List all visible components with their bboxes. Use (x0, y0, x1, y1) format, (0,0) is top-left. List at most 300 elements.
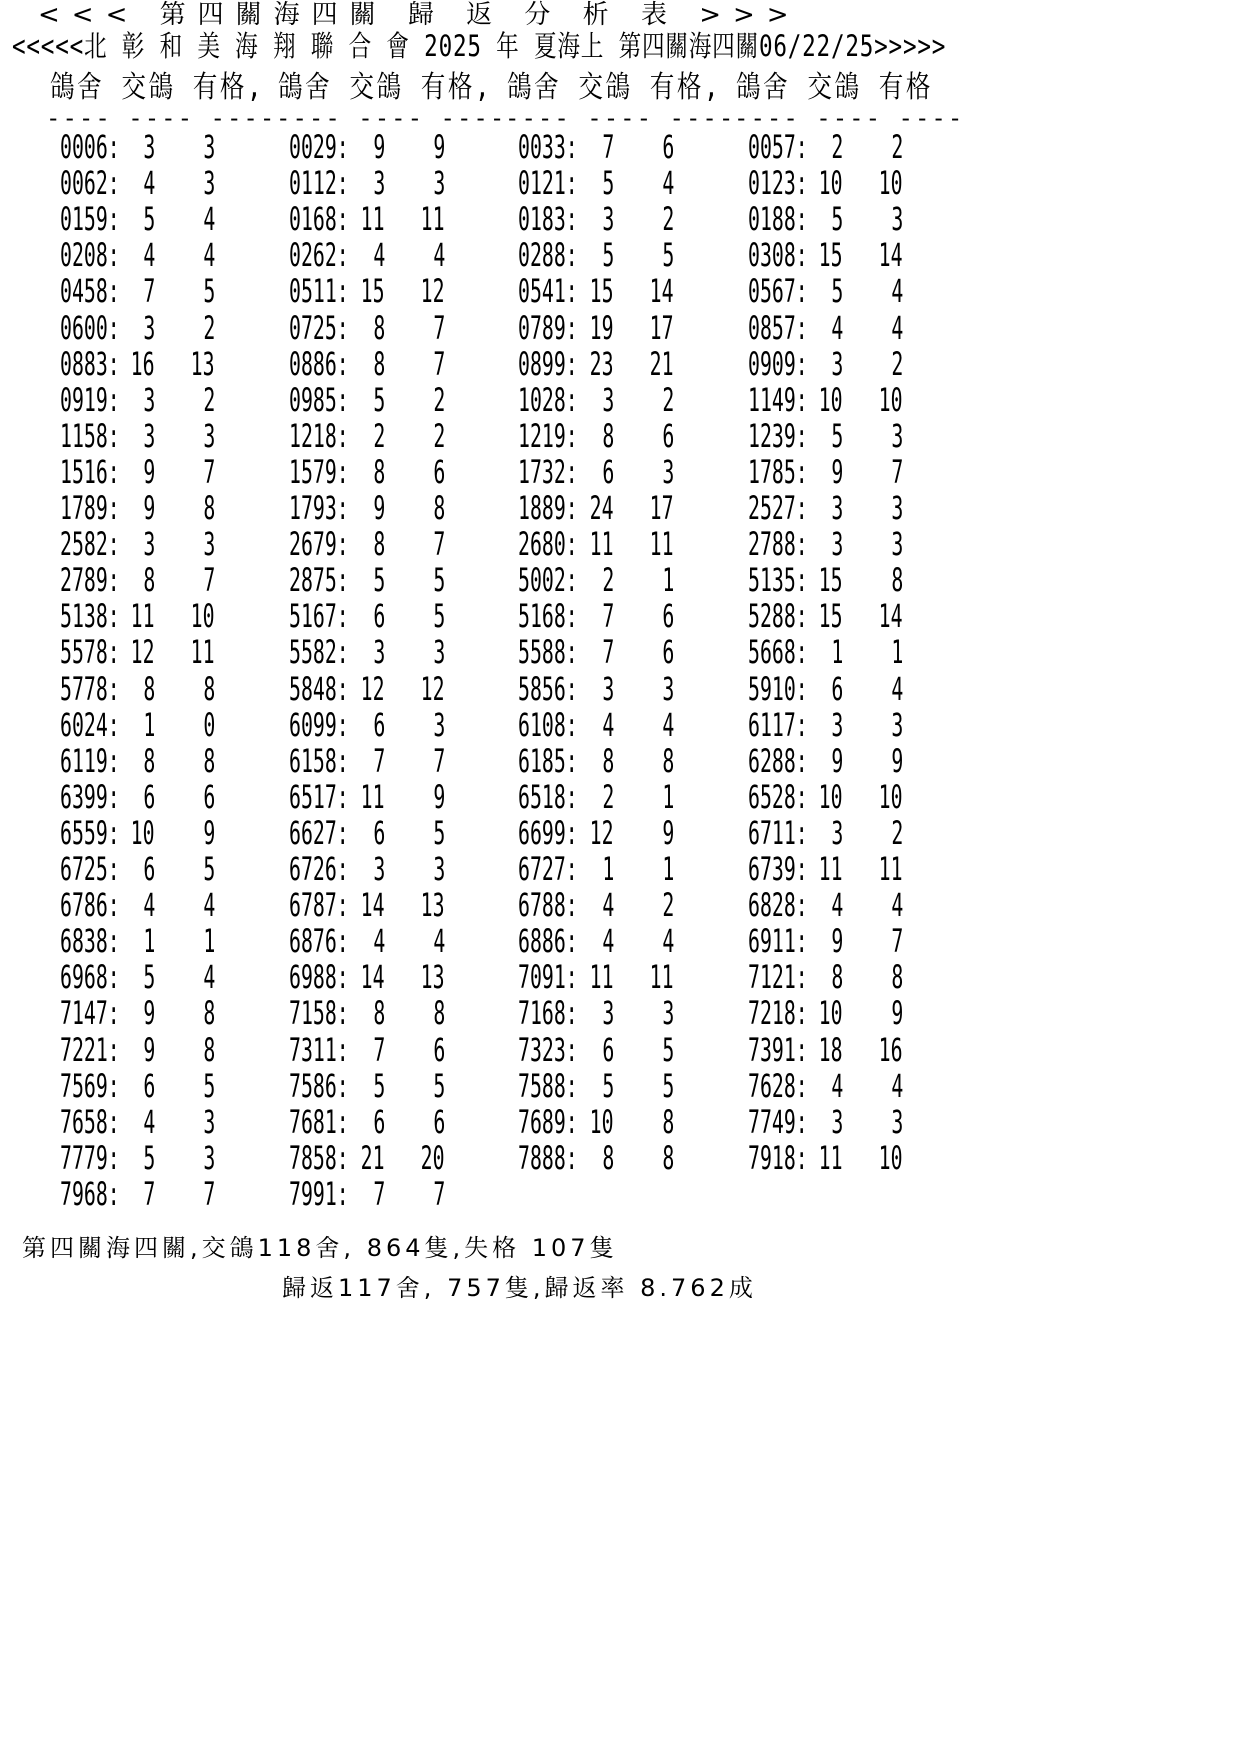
loft-number: 6117: (748, 705, 808, 744)
loft-number: 2789: (60, 561, 120, 600)
loft-number: 5168: (518, 597, 578, 636)
birds-returned: 7 (203, 561, 215, 600)
birds-returned: 3 (433, 705, 445, 744)
loft-number: 6711: (748, 813, 808, 852)
birds-returned: 7 (433, 308, 445, 347)
birds-sent: 3 (143, 308, 155, 347)
birds-returned: 6 (662, 128, 674, 166)
table-row (0, 272, 1241, 312)
loft-number: 0789: (518, 308, 578, 347)
loft-number: 2679: (289, 525, 349, 564)
loft-number: 6968: (60, 958, 120, 997)
birds-returned: 5 (203, 1066, 215, 1105)
table-row (0, 706, 1241, 746)
birds-sent: 7 (373, 741, 385, 780)
birds-returned: 3 (662, 452, 674, 491)
birds-returned: 8 (662, 1102, 674, 1141)
loft-number: 7991: (289, 1174, 349, 1213)
birds-sent: 11 (819, 850, 843, 888)
birds-returned: 2 (891, 813, 903, 852)
loft-number: 0567: (748, 272, 808, 311)
loft-number: 5138: (60, 597, 120, 636)
birds-returned: 5 (433, 561, 445, 600)
birds-returned: 4 (891, 1066, 903, 1105)
loft-number: 5910: (748, 669, 808, 708)
birds-returned: 8 (203, 669, 215, 708)
birds-returned: 4 (203, 958, 215, 997)
birds-sent: 8 (373, 994, 385, 1033)
birds-returned: 4 (662, 164, 674, 203)
loft-number: 0458: (60, 272, 120, 311)
birds-sent: 8 (373, 308, 385, 347)
birds-sent: 4 (602, 886, 614, 925)
birds-sent: 15 (361, 272, 385, 311)
birds-sent: 3 (831, 489, 843, 527)
loft-number: 0909: (748, 344, 808, 383)
birds-returned: 13 (191, 344, 215, 383)
birds-sent: 8 (602, 1138, 614, 1177)
birds-sent: 15 (819, 597, 843, 636)
loft-number: 6788: (518, 886, 578, 925)
birds-returned: 5 (433, 1066, 445, 1105)
birds-sent: 4 (602, 705, 614, 744)
birds-sent: 8 (373, 344, 385, 383)
birds-sent: 1 (831, 633, 843, 672)
birds-returned: 2 (203, 308, 215, 347)
table-row (0, 236, 1241, 276)
birds-returned: 4 (891, 886, 903, 925)
birds-returned: 4 (891, 669, 903, 708)
birds-sent: 9 (373, 489, 385, 527)
birds-returned: 10 (879, 777, 903, 816)
birds-returned: 13 (421, 886, 445, 925)
birds-returned: 20 (421, 1138, 445, 1177)
birds-returned: 3 (891, 416, 903, 455)
birds-sent: 7 (602, 633, 614, 672)
race-subtitle: <<<<<北 彰 和 美 海 翔 聯 合 會 2025 年 夏海上 第四關海四關06/22/25>>>>> (12, 29, 947, 63)
loft-number: 0168: (289, 200, 349, 239)
birds-returned: 12 (421, 669, 445, 708)
birds-sent: 5 (143, 200, 155, 239)
birds-sent: 24 (590, 489, 614, 527)
table-row (0, 886, 1241, 926)
birds-returned: 8 (662, 741, 674, 780)
loft-number: 6699: (518, 813, 578, 852)
loft-number: 7569: (60, 1066, 120, 1105)
birds-returned: 5 (203, 850, 215, 888)
birds-returned: 6 (433, 1102, 445, 1141)
loft-number: 0121: (518, 164, 578, 203)
birds-sent: 5 (831, 272, 843, 311)
loft-number: 7749: (748, 1102, 808, 1141)
birds-sent: 8 (143, 561, 155, 600)
birds-returned: 17 (650, 489, 674, 527)
loft-number: 6876: (289, 922, 349, 961)
birds-returned: 1 (891, 633, 903, 672)
birds-sent: 1 (143, 705, 155, 744)
birds-sent: 2 (373, 416, 385, 455)
birds-returned: 8 (433, 994, 445, 1033)
birds-returned: 5 (662, 1030, 674, 1069)
loft-number: 7311: (289, 1030, 349, 1069)
birds-sent: 10 (819, 994, 843, 1033)
loft-number: 0725: (289, 308, 349, 347)
birds-sent: 12 (131, 633, 155, 672)
birds-sent: 7 (602, 597, 614, 636)
loft-number: 6518: (518, 777, 578, 816)
birds-sent: 9 (373, 128, 385, 166)
loft-number: 6886: (518, 922, 578, 961)
loft-number: 7218: (748, 994, 808, 1033)
loft-number: 5288: (748, 597, 808, 636)
birds-sent: 10 (819, 777, 843, 816)
birds-returned: 9 (433, 128, 445, 166)
birds-returned: 6 (433, 1030, 445, 1069)
birds-sent: 21 (361, 1138, 385, 1177)
birds-returned: 11 (191, 633, 215, 672)
birds-sent: 4 (143, 886, 155, 925)
birds-sent: 4 (602, 922, 614, 961)
birds-returned: 5 (433, 813, 445, 852)
loft-number: 0262: (289, 236, 349, 275)
birds-sent: 9 (831, 741, 843, 780)
table-row (0, 1067, 1241, 1107)
loft-number: 0857: (748, 308, 808, 347)
birds-returned: 8 (203, 994, 215, 1033)
loft-number: 7323: (518, 1030, 578, 1069)
birds-sent: 15 (819, 561, 843, 600)
birds-returned: 21 (650, 344, 674, 383)
loft-number: 0006: (60, 128, 120, 166)
column-header: 鴿舍 交鴿 有格, (50, 70, 265, 105)
birds-returned: 3 (203, 1138, 215, 1177)
birds-returned: 10 (191, 597, 215, 636)
birds-sent: 8 (373, 452, 385, 491)
birds-returned: 3 (203, 1102, 215, 1141)
birds-sent: 6 (602, 1030, 614, 1069)
loft-number: 6517: (289, 777, 349, 816)
birds-returned: 9 (891, 741, 903, 780)
loft-number: 7658: (60, 1102, 120, 1141)
birds-returned: 4 (891, 308, 903, 347)
birds-returned: 4 (203, 236, 215, 275)
birds-sent: 6 (831, 669, 843, 708)
loft-number: 7858: (289, 1138, 349, 1177)
loft-number: 1149: (748, 380, 808, 419)
birds-sent: 7 (602, 128, 614, 166)
birds-returned: 3 (433, 164, 445, 203)
birds-returned: 12 (421, 272, 445, 311)
table-row (0, 489, 1241, 529)
birds-returned: 14 (879, 236, 903, 275)
birds-returned: 2 (891, 344, 903, 383)
birds-returned: 2 (203, 380, 215, 419)
birds-sent: 6 (373, 597, 385, 636)
birds-sent: 5 (373, 380, 385, 419)
birds-sent: 3 (373, 850, 385, 888)
birds-sent: 15 (819, 236, 843, 275)
birds-returned: 10 (879, 380, 903, 419)
birds-returned: 4 (203, 200, 215, 239)
loft-number: 1579: (289, 452, 349, 491)
birds-returned: 3 (203, 128, 215, 166)
birds-returned: 2 (433, 416, 445, 455)
loft-number: 6399: (60, 777, 120, 816)
table-row (0, 778, 1241, 818)
birds-returned: 7 (433, 525, 445, 564)
birds-sent: 6 (373, 813, 385, 852)
birds-sent: 14 (361, 958, 385, 997)
column-header: 鴿舍 交鴿 有格, (278, 70, 493, 105)
loft-number: 5167: (289, 597, 349, 636)
loft-number: 1793: (289, 489, 349, 527)
loft-number: 0886: (289, 344, 349, 383)
birds-returned: 4 (203, 886, 215, 925)
birds-sent: 23 (590, 344, 614, 383)
birds-sent: 3 (143, 128, 155, 166)
birds-sent: 2 (831, 128, 843, 166)
birds-returned: 2 (433, 380, 445, 419)
birds-returned: 7 (203, 452, 215, 491)
birds-returned: 11 (421, 200, 445, 239)
birds-returned: 1 (203, 922, 215, 961)
birds-sent: 12 (361, 669, 385, 708)
table-row (0, 742, 1241, 782)
birds-sent: 16 (131, 344, 155, 383)
birds-returned: 7 (891, 452, 903, 491)
loft-number: 1516: (60, 452, 120, 491)
birds-sent: 6 (143, 777, 155, 816)
birds-returned: 3 (203, 416, 215, 455)
birds-sent: 3 (602, 380, 614, 419)
loft-number: 0062: (60, 164, 120, 203)
birds-sent: 5 (143, 958, 155, 997)
birds-sent: 3 (602, 669, 614, 708)
loft-number: 0208: (60, 236, 120, 275)
birds-returned: 7 (891, 922, 903, 961)
birds-sent: 9 (143, 1030, 155, 1069)
loft-number: 6119: (60, 741, 120, 780)
table-row (0, 200, 1241, 240)
birds-sent: 4 (143, 1102, 155, 1141)
birds-returned: 3 (891, 1102, 903, 1141)
loft-number: 0919: (60, 380, 120, 419)
birds-sent: 5 (602, 1066, 614, 1105)
loft-number: 6726: (289, 850, 349, 888)
table-row (0, 1139, 1241, 1179)
loft-number: 6627: (289, 813, 349, 852)
loft-number: 0057: (748, 128, 808, 166)
loft-number: 6288: (748, 741, 808, 780)
birds-returned: 2 (662, 886, 674, 925)
birds-returned: 3 (433, 633, 445, 672)
birds-returned: 8 (891, 561, 903, 600)
birds-returned: 8 (662, 1138, 674, 1177)
table-row (0, 670, 1241, 710)
birds-sent: 3 (831, 344, 843, 383)
loft-number: 6838: (60, 922, 120, 961)
loft-number: 6528: (748, 777, 808, 816)
loft-number: 6828: (748, 886, 808, 925)
birds-sent: 5 (831, 416, 843, 455)
birds-returned: 10 (879, 1138, 903, 1177)
birds-returned: 10 (879, 164, 903, 203)
loft-number: 7121: (748, 958, 808, 997)
loft-number: 7588: (518, 1066, 578, 1105)
birds-sent: 7 (373, 1030, 385, 1069)
birds-sent: 6 (602, 452, 614, 491)
birds-sent: 1 (143, 922, 155, 961)
birds-sent: 10 (819, 380, 843, 419)
birds-sent: 9 (831, 922, 843, 961)
birds-sent: 9 (143, 994, 155, 1033)
birds-sent: 8 (143, 669, 155, 708)
loft-number: 0123: (748, 164, 808, 203)
birds-returned: 7 (433, 1174, 445, 1213)
column-divider: ---- ---- ---- (276, 104, 507, 132)
birds-sent: 11 (590, 525, 614, 564)
loft-number: 6108: (518, 705, 578, 744)
birds-returned: 14 (650, 272, 674, 311)
table-row (0, 1175, 1241, 1215)
birds-sent: 4 (831, 1066, 843, 1105)
loft-number: 7628: (748, 1066, 808, 1105)
loft-number: 7586: (289, 1066, 349, 1105)
birds-returned: 6 (662, 597, 674, 636)
loft-number: 5578: (60, 633, 120, 672)
loft-number: 7918: (748, 1138, 808, 1177)
column-header: 鴿舍 交鴿 有格, (507, 70, 722, 105)
loft-number: 5778: (60, 669, 120, 708)
birds-sent: 6 (143, 1066, 155, 1105)
loft-number: 6988: (289, 958, 349, 997)
loft-number: 0985: (289, 380, 349, 419)
loft-number: 1239: (748, 416, 808, 455)
loft-number: 1732: (518, 452, 578, 491)
loft-number: 6158: (289, 741, 349, 780)
summary-totals: 第四關海四關,交鴿118舍, 864隻,失格 107隻 (22, 1234, 618, 1262)
birds-returned: 17 (650, 308, 674, 347)
birds-returned: 3 (891, 489, 903, 527)
birds-returned: 6 (662, 416, 674, 455)
loft-number: 7091: (518, 958, 578, 997)
column-header: 鴿舍 交鴿 有格 (736, 70, 933, 105)
birds-sent: 5 (602, 236, 614, 275)
birds-returned: 7 (203, 1174, 215, 1213)
birds-returned: 3 (433, 850, 445, 888)
loft-number: 2582: (60, 525, 120, 564)
birds-sent: 6 (373, 1102, 385, 1141)
loft-number: 7158: (289, 994, 349, 1033)
birds-returned: 4 (433, 922, 445, 961)
birds-returned: 2 (662, 380, 674, 419)
column-divider: ---- ---- ---- (505, 104, 736, 132)
birds-sent: 3 (831, 525, 843, 564)
birds-returned: 2 (891, 128, 903, 166)
birds-returned: 5 (203, 272, 215, 311)
birds-sent: 9 (143, 452, 155, 491)
table-row (0, 417, 1241, 457)
loft-number: 0029: (289, 128, 349, 166)
birds-returned: 7 (433, 741, 445, 780)
birds-sent: 11 (590, 958, 614, 997)
birds-returned: 9 (433, 777, 445, 816)
loft-number: 0183: (518, 200, 578, 239)
birds-sent: 3 (143, 416, 155, 455)
birds-returned: 1 (662, 561, 674, 600)
loft-number: 1158: (60, 416, 120, 455)
loft-number: 1028: (518, 380, 578, 419)
loft-number: 1889: (518, 489, 578, 527)
loft-number: 7221: (60, 1030, 120, 1069)
table-row (0, 814, 1241, 854)
loft-number: 6185: (518, 741, 578, 780)
birds-sent: 10 (819, 164, 843, 203)
loft-number: 0033: (518, 128, 578, 166)
loft-number: 7147: (60, 994, 120, 1033)
birds-returned: 5 (662, 1066, 674, 1105)
loft-number: 5002: (518, 561, 578, 600)
birds-sent: 9 (831, 452, 843, 491)
loft-number: 6911: (748, 922, 808, 961)
loft-number: 0288: (518, 236, 578, 275)
birds-returned: 11 (650, 525, 674, 564)
loft-number: 5856: (518, 669, 578, 708)
table-row (0, 561, 1241, 601)
birds-sent: 7 (373, 1174, 385, 1213)
birds-sent: 12 (590, 813, 614, 852)
birds-sent: 4 (143, 236, 155, 275)
page-title: <<< 第四關海四關 歸 返 分 析 表 >>> (38, 0, 801, 30)
loft-number: 1219: (518, 416, 578, 455)
loft-number: 5135: (748, 561, 808, 600)
birds-sent: 8 (831, 958, 843, 997)
table-row (0, 994, 1241, 1034)
column-divider: ---- ---- ---- (46, 104, 277, 132)
table-row (0, 525, 1241, 565)
birds-sent: 2 (602, 561, 614, 600)
summary-return-rate: 歸返117舍, 757隻,歸返率 8.762成 (282, 1274, 757, 1302)
birds-returned: 9 (662, 813, 674, 852)
birds-sent: 4 (831, 886, 843, 925)
birds-sent: 11 (819, 1138, 843, 1177)
birds-sent: 3 (143, 525, 155, 564)
loft-number: 7681: (289, 1102, 349, 1141)
loft-number: 6739: (748, 850, 808, 888)
birds-sent: 1 (602, 850, 614, 888)
birds-returned: 2 (662, 200, 674, 239)
birds-sent: 11 (361, 200, 385, 239)
loft-number: 0159: (60, 200, 120, 239)
birds-returned: 11 (650, 958, 674, 997)
birds-sent: 7 (143, 1174, 155, 1213)
birds-sent: 8 (602, 416, 614, 455)
table-row (0, 453, 1241, 493)
birds-returned: 3 (662, 994, 674, 1033)
birds-sent: 4 (373, 922, 385, 961)
birds-sent: 18 (819, 1030, 843, 1069)
table-row (0, 958, 1241, 998)
birds-sent: 4 (143, 164, 155, 203)
table-row (0, 381, 1241, 421)
loft-number: 0899: (518, 344, 578, 383)
birds-returned: 8 (203, 741, 215, 780)
table-row (0, 633, 1241, 673)
birds-sent: 8 (602, 741, 614, 780)
loft-number: 0308: (748, 236, 808, 275)
birds-sent: 5 (831, 200, 843, 239)
loft-number: 1218: (289, 416, 349, 455)
